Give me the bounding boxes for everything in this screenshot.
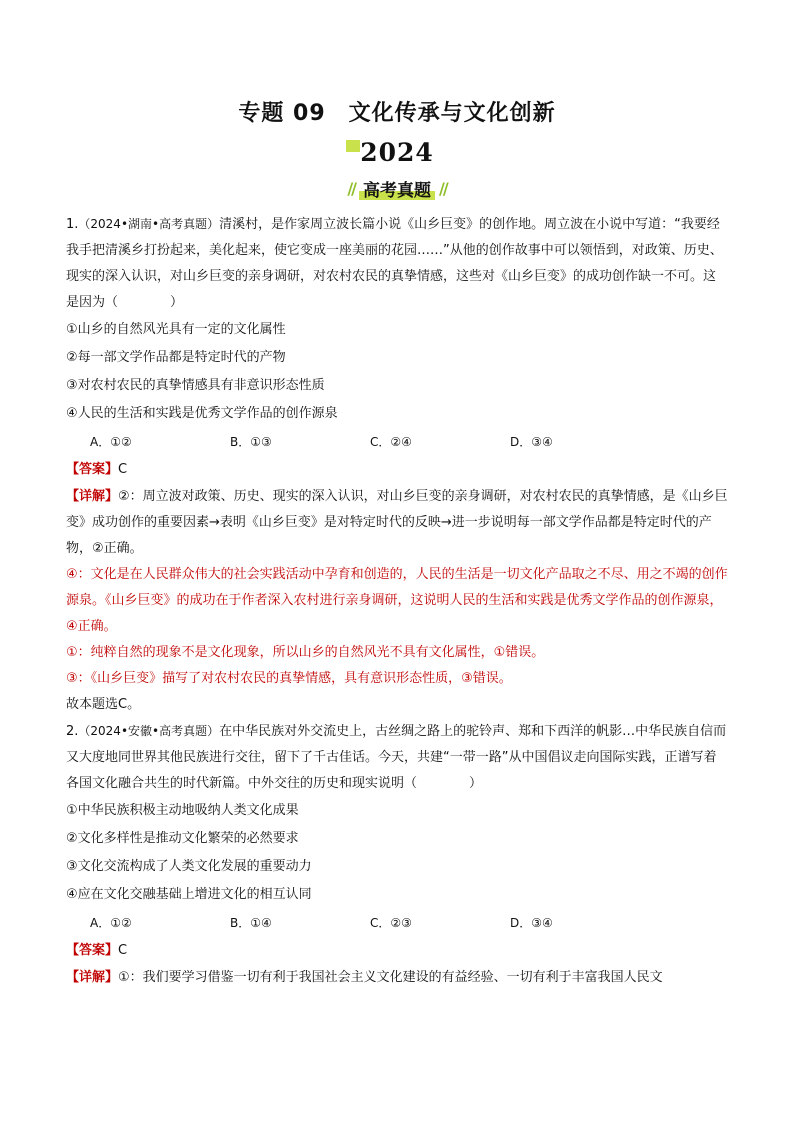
question-2-option: ③文化交流构成了人类文化发展的重要动力 [66,859,312,874]
banner-label-text: 高考真题 [363,181,431,201]
question-1-detail-point: ④：文化是在人民群众伟大的社会实践活动中孕育和创造的，人民的生活是一切文化产品取之不尽、用之不竭的创作源泉。《山乡巨变》的成功在于作者深入农村进行亲身调研，这说明人民的生活和实践是优秀文学作品的创作源泉，④正确。 [66,567,728,634]
question-1-detail-point: ①：纯粹自然的现象不是文化现象，所以山乡的自然风光不具有文化属性，①错误。 [66,645,545,660]
year-text: 2024 [360,138,434,167]
choice-a: A．①② [90,916,132,930]
question-1-choices [66,428,728,456]
question-1-option: ④人民的生活和实践是优秀文学作品的创作源泉 [66,406,338,421]
detail-text: ②：周立波对政策、历史、现实的深入认识，对山乡巨变的亲身调研，对农村农民的真挚情感，是《山乡巨变》成功创作的重要因素→表明《山乡巨变》是对特定时代的反映→进一步说明每一部文学作品都是特定时代的产物，②正确。 [66,489,728,556]
question-content [66,211,728,991]
answer-tag: 【答案】 [66,943,119,958]
question-1-stem [66,211,728,316]
question-2-option: ②文化多样性是推动文化繁荣的必然要求 [66,831,299,846]
question-2-answer [66,937,728,965]
question-2-option: ①中华民族积极主动地吸纳人类文化成果 [66,803,299,818]
question-1-option: ③对农村农民的真挚情感具有非意识形态性质 [66,378,325,393]
slash-decoration-right: // [439,179,447,198]
answer-tag: 【答案】 [66,462,119,477]
choice-a: A．①② [90,435,132,449]
detail-text: ①：我们要学习借鉴一切有利于我国社会主义文化建设的有益经验、一切有利于丰富我国人民文 [118,970,663,985]
choice-c: C．②③ [370,916,412,930]
choice-d: D．③④ [510,916,553,930]
question-text: 在中华民族对外交流史上，古丝绸之路上的驼铃声、郑和下西洋的帆影…中华民族自信而又大度地同世界其他民族进行交往，留下了千古佳话。今天，共建“一带一路”从中国倡议走向国际实践，正谱写着各国文化融合共生的时代新篇。中外交往的历史和现实说明（ ） [66,724,727,791]
question-1-answer [66,456,728,484]
question-text: 清溪村，是作家周立波长篇小说《山乡巨变》的创作地。周立波在小说中写道：“我要经我手把清溪乡打扮起来，美化起来，使它变成一座美丽的花园……”从他的创作故事中可以领悟到，对政策、历史、现实的深入认识，对山乡巨变的亲身调研，对农村农民的真挚情感，这些对《山乡巨变》的成功创作缺一不可。这是因为（ ） [66,217,723,310]
slash-decoration-left: // [347,179,355,198]
question-1-detail [66,484,728,562]
page-title: 专题 09 文化传承与文化创新 [238,101,556,126]
year-highlight [346,140,360,152]
question-1-option: ①山乡的自然风光具有一定的文化属性 [66,322,286,337]
question-2-detail [66,965,728,991]
choice-b: B．①③ [230,435,272,449]
question-source: （2024•湖南•高考真题） [78,217,220,231]
question-1-detail-point: ③：《山乡巨变》描写了对农村农民的真挚情感，具有意识形态性质，③错误。 [66,671,512,686]
question-number: 2. [66,724,79,739]
choice-d: D．③④ [510,435,553,449]
question-1-conclusion: 故本题选C。 [66,697,141,712]
section-banner [0,176,794,201]
detail-tag: 【详解】 [66,489,119,504]
question-2-option: ④应在文化交融基础上增进文化的相互认同 [66,887,312,902]
choice-b: B．①④ [230,916,272,930]
answer-value: C [118,462,128,477]
banner-label [361,176,433,201]
choice-c: C．②④ [370,435,412,449]
year-label [356,138,438,167]
question-2-stem [66,718,728,797]
question-1-option: ②每一部文学作品都是特定时代的产物 [66,350,286,365]
year-heading [0,138,794,167]
detail-tag: 【详解】 [66,970,119,985]
answer-value: C [118,943,128,958]
question-number: 1. [66,217,79,232]
question-2-choices [66,909,728,937]
question-source: （2024•安徽•高考真题） [78,724,220,738]
